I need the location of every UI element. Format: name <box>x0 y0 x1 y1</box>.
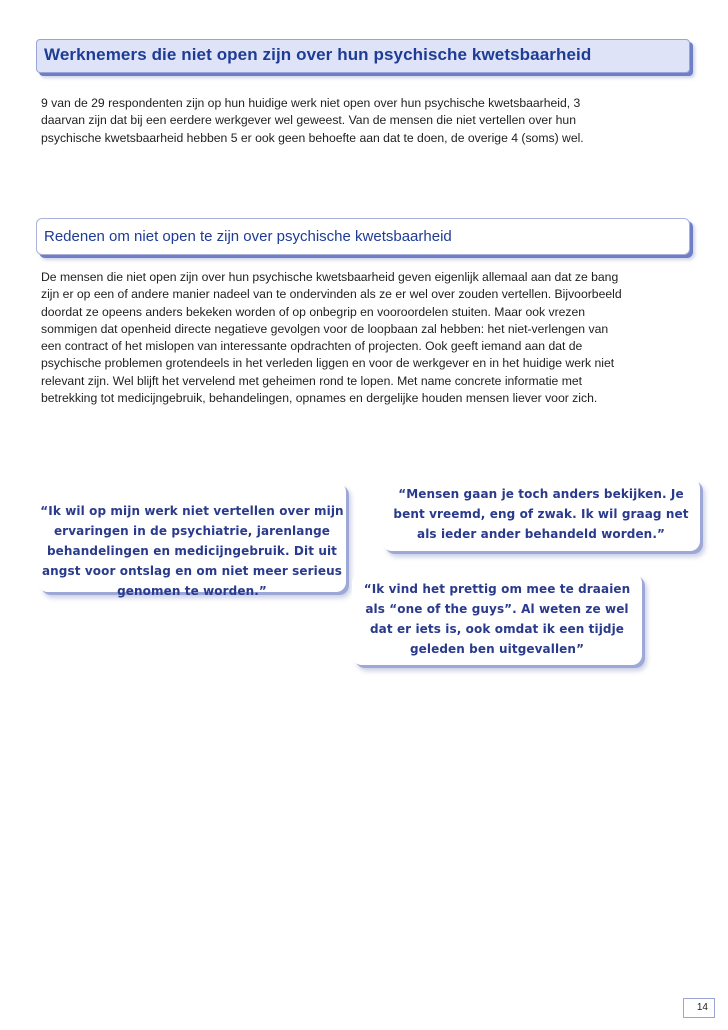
quote-line: geleden ben uitgevallen” <box>409 642 585 656</box>
paragraph-line: psychische kwetsbaarheid hebben 5 er ook geen behoefte aan dat te doen, de overige 4 (soms) wel. <box>41 130 584 145</box>
quote-line: dat er iets is, ook omdat ik een tijdje <box>369 622 625 636</box>
quote-text <box>38 501 346 601</box>
quote-line: “Ik vind het prettig om mee te draaien <box>363 582 631 596</box>
section-heading-reasons-title: Redenen om niet open te zijn over psychische kwetsbaarheid <box>44 228 452 245</box>
quote-line: ervaringen in de psychiatrie, jarenlange <box>53 524 331 538</box>
quote-line: angst voor ontslag en om niet meer serieus <box>41 564 343 578</box>
section-heading-not-open-title: Werknemers die niet open zijn over hun psychische kwetsbaarheid <box>44 45 592 64</box>
quote-text <box>382 484 700 544</box>
paragraph-line: een contract of het mislopen van interessante opdrachten of projecten. Ook geeft iemand aan dat de <box>41 339 583 354</box>
section-heading-not-open <box>36 39 690 73</box>
paragraph-line: sommigen dat openheid directe negatieve gevolgen voor de loopbaan zal hebben: het niet-verlengen van <box>41 321 609 336</box>
quote-box-psychiatry <box>38 482 346 598</box>
section-heading-reasons <box>36 218 690 255</box>
quote-line: “Ik wil op mijn werk niet vertellen over mijn <box>40 504 344 518</box>
paragraph-line: doordat ze opeens anders bekeken worden of op onbegrip en vooroordelen stuiten. Maar ook vrezen <box>41 304 586 319</box>
quote-line: behandelingen en medicijngebruik. Dit uit <box>46 544 338 558</box>
quote-box-treated-differently <box>382 478 700 551</box>
quote-line: “Mensen gaan je toch anders bekijken. Je <box>398 487 684 501</box>
paragraph-line: De mensen die niet open zijn over hun psychische kwetsbaarheid geven eigenlijk allemaal aan dat ze bang <box>41 270 619 284</box>
paragraph-line: betrekking tot medicijngebruik, behandelingen, opnames en dergelijke houden mensen liever voor zich. <box>41 391 598 406</box>
page-number: 14 <box>696 1002 708 1013</box>
quote-text <box>352 579 642 659</box>
quote-line: bent vreemd, eng of zwak. Ik wil graag net <box>393 507 689 521</box>
paragraph-line: relevant zijn. Wel blijft het vervelend met geheimen rond te lopen. Met name concrete informatie met <box>41 373 583 388</box>
quote-line: als “one of the guys”. Al weten ze wel <box>365 602 629 616</box>
paragraph-line: psychische problemen grotendeels in het verleden liggen en voor de werkgever en in het huidige werk niet <box>41 356 615 371</box>
quote-box-one-of-the-guys <box>352 573 642 665</box>
quote-line: als ieder ander behandeld worden.” <box>417 527 665 541</box>
paragraph-line: 9 van de 29 respondenten zijn op hun huidige werk niet open over hun psychische kwetsbaarheid, 3 <box>41 96 581 110</box>
page-number-box <box>683 998 715 1018</box>
paragraph-line: daarvan zijn dat bij een eerdere werkgever wel geweest. Van de mensen die niet vertellen over hun <box>41 113 576 128</box>
reasons-paragraph <box>41 269 691 407</box>
intro-paragraph <box>41 95 691 147</box>
quote-line: genomen te worden.” <box>117 584 267 598</box>
paragraph-line: zijn er op een of andere manier nadeel van te ondervinden als ze er wel over zouden vertellen. Bijvoorbeeld <box>41 287 622 302</box>
